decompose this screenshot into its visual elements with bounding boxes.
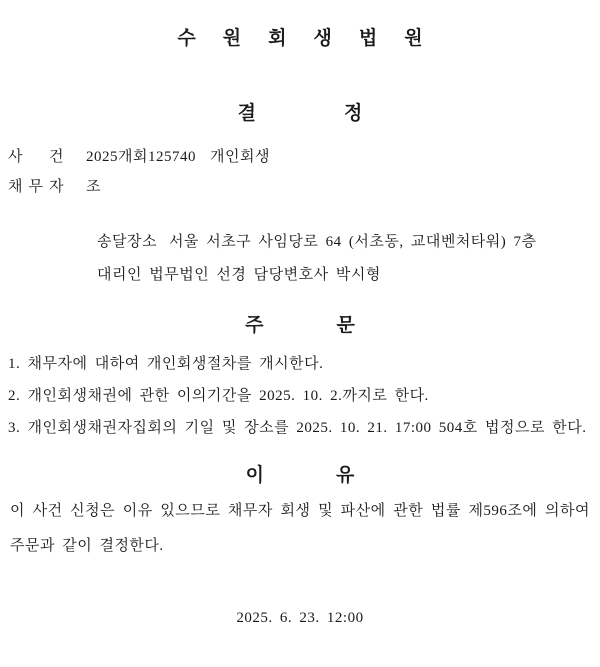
order-item: 3. 개인회생채권자집회의 기일 및 장소를 2025. 10. 21. 17:00 504호 법정으로 한다. [8, 420, 587, 436]
court-title [8, 28, 592, 50]
order-list [8, 348, 592, 444]
debtor-label: 채 무 자 [8, 179, 64, 195]
case-number: 2025개회125740 [86, 149, 196, 165]
case-info-block [8, 142, 592, 202]
order-heading-char: 문 [336, 315, 355, 336]
service-address-label: 송달장소 [97, 234, 157, 250]
order-item: 2. 개인회생채권에 관한 이의기간을 2025. 10. 2.까지로 한다. [8, 388, 429, 404]
court-title-char: 회 [268, 28, 287, 49]
case-number-row [8, 142, 592, 172]
reason-line: 이 사건 신청은 이유 있으므로 채무자 회생 및 파산에 관한 법률 제596조에 의하여 [10, 503, 590, 519]
court-title-char: 생 [313, 28, 332, 49]
order-heading-char: 주 [245, 315, 264, 336]
reason-heading-char: 유 [336, 465, 355, 486]
debtor-row [8, 172, 592, 202]
decision-heading-char: 결 [237, 103, 256, 124]
service-address-value: 서울 서초구 사임당로 64 (서초동, 교대벤처타워) 7층 [168, 234, 537, 250]
reason-paragraph [8, 494, 592, 564]
reason-heading-char: 이 [245, 465, 264, 486]
court-title-char: 법 [358, 28, 378, 49]
reason-line: 주문과 같이 결정한다. [10, 538, 164, 554]
debtor-name: 조 [86, 179, 101, 195]
case-type: 개인회생 [209, 149, 270, 165]
reason-heading [8, 465, 592, 486]
representative-line: 대리인 법무법인 선경 담당변호사 박시형 [97, 267, 381, 283]
order-heading [8, 315, 592, 336]
order-item: 1. 채무자에 대하여 개인회생절차를 개시한다. [8, 356, 324, 372]
court-decision-document [0, 28, 600, 667]
court-title-char: 수 [177, 28, 196, 49]
decision-datetime: 2025. 6. 23. 12:00 [236, 610, 364, 626]
service-address-block [97, 226, 592, 292]
court-title-char: 원 [404, 28, 423, 49]
decision-heading-char: 정 [344, 103, 363, 124]
decision-heading [8, 103, 592, 124]
service-address-row [97, 226, 592, 259]
court-title-char: 원 [222, 28, 242, 49]
case-label: 사 건 [8, 149, 64, 165]
